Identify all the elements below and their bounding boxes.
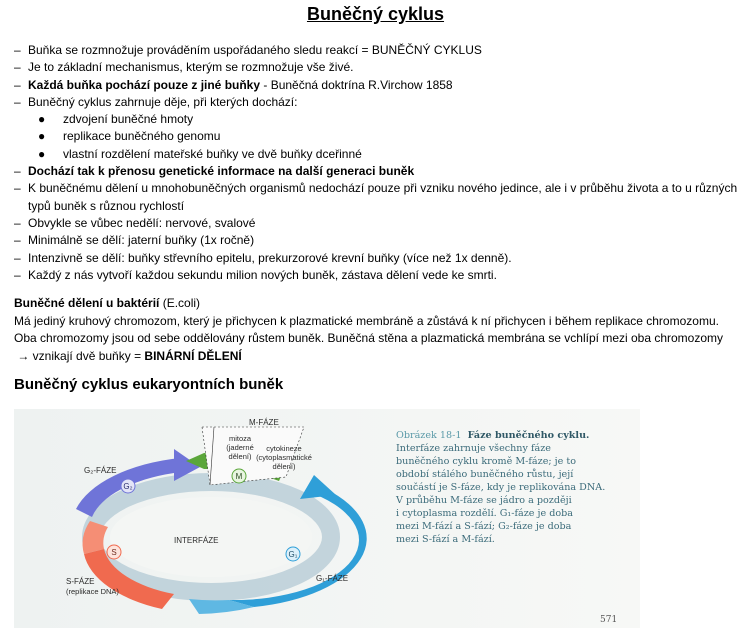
list-item: – Obvykle se vůbec nedělí: nervové, svalové	[14, 215, 739, 232]
page-title: Buněčný cyklus	[306, 4, 445, 24]
dash: –	[14, 250, 21, 265]
dash: –	[14, 164, 21, 179]
sub-item: ● replikace buněčného genomu	[14, 128, 739, 145]
list-item: – Je to základní mechanismus, kterým se rozmnožuje vše živé.	[14, 59, 739, 76]
list-item: – Buňka se rozmnožuje prováděním uspořádaného sledu reakcí = BUNĚČNÝ CYKLUS	[14, 42, 739, 59]
g1-label: G₁	[288, 550, 298, 559]
list-item: – Buněčný cyklus zahrnuje děje, při kterých dochází:	[14, 94, 739, 111]
g2-faze-label: G₂-FÁZE	[84, 466, 117, 475]
dash: –	[14, 267, 21, 282]
bacteria-section	[14, 295, 739, 365]
list-item: – K buněčnému dělení u mnohobuněčných organismů nedochází pouze při vzniku nového jedince, ale i v průběhu života a to u různých typů buněk s různou rychlostí	[14, 181, 738, 213]
section-title: Buněčný cyklus eukaryontních buněk	[14, 376, 284, 393]
dash: –	[14, 77, 21, 92]
g2-label: G₂	[123, 482, 133, 491]
interfaze-label: INTERFÁZE	[174, 536, 219, 545]
figure-caption: Obrázek 18-1 Fáze buněčného cyklu. Interfáze zahrnuje všechny fáze buněčného cyklu kromě M-fáze; je to období stálého buněčného růstu, její součástí je S-fáze, kdy je replikována DNA. V průběhu M-fáze se jádro a později i cytoplasma rozdělí. G₁-fáze je doba mezi M-fází a S-fází; G₂-fáze je doba mezi S-fází a M-fází.	[396, 429, 628, 546]
m-label: M	[235, 472, 243, 481]
svg-text:dělení): dělení)	[272, 462, 296, 471]
caption-heading: Obrázek 18-1 Fáze buněčného cyklu.	[396, 430, 590, 441]
s-faze-sub-label: (replikace DNA)	[66, 587, 119, 596]
dash: –	[14, 181, 21, 196]
dash: –	[14, 43, 21, 57]
dash: –	[14, 233, 21, 248]
list-item: – Intenzivně se dělí: buňky střevního epitelu, prekurzorové krevní buňky (více než 1x denně).	[14, 250, 739, 267]
mitoza-label: mitoza	[228, 434, 252, 443]
sub-item: ● vlastní rozdělení mateřské buňky ve dvě buňky dceřinné	[14, 146, 739, 163]
page-number: 571	[600, 615, 618, 625]
list-item: – Každý z nás vytvoří každou sekundu milion nových buněk, zástava dělení vede ke smrti.	[14, 267, 739, 284]
list-item: – Dochází tak k přenosu genetické informace na další generaci buněk	[14, 163, 739, 180]
sub-item: ● zdvojení buněčné hmoty	[14, 111, 739, 128]
bullet-dot-icon: ●	[38, 146, 46, 161]
list-item: – Minimálně se dělí: jaterní buňky (1x ročně)	[14, 232, 739, 249]
bullet-list	[14, 42, 739, 284]
s-faze-label: S-FÁZE	[66, 577, 95, 586]
bullet-dot-icon: ●	[38, 129, 46, 144]
dash: –	[14, 94, 21, 109]
m-faze-label: M-FÁZE	[249, 418, 279, 427]
cell-cycle-figure	[14, 409, 640, 628]
bacteria-heading: Buněčné dělení u baktérií (E.coli)	[14, 296, 201, 310]
list-item: – Každá buňka pochází pouze z jiné buňky - Buněčná doktrína R.Virchow 1858	[14, 77, 739, 94]
bacteria-result: → vznikají dvě buňky = BINÁRNÍ DĚLENÍ	[17, 348, 242, 363]
svg-text:dělení): dělení)	[228, 452, 252, 461]
cell-cycle-diagram	[14, 409, 394, 628]
bullet-dot-icon: ●	[38, 112, 46, 127]
svg-text:(jaderné: (jaderné	[226, 443, 254, 452]
bacteria-line: Má jediný kruhový chromozom, který je přichycen k plazmatické membráně a zůstává k ní přichycen i během replikace chromozomu.	[14, 313, 719, 328]
dash: –	[14, 215, 21, 230]
svg-text:(cytoplasmatické: (cytoplasmatické	[256, 453, 312, 462]
dash: –	[14, 60, 21, 75]
g1-faze-label: G₁-FÁZE	[316, 574, 349, 583]
cytokineze-label: cytokineze	[266, 444, 302, 453]
s-label: S	[111, 548, 117, 557]
g1-arrowhead	[300, 475, 336, 499]
bacteria-line: Oba chromozomy jsou od sebe oddělovány růstem buněk. Buněčná stěna a plazmatická membrána se vchlípí mezi oba chromozomy	[14, 331, 724, 345]
